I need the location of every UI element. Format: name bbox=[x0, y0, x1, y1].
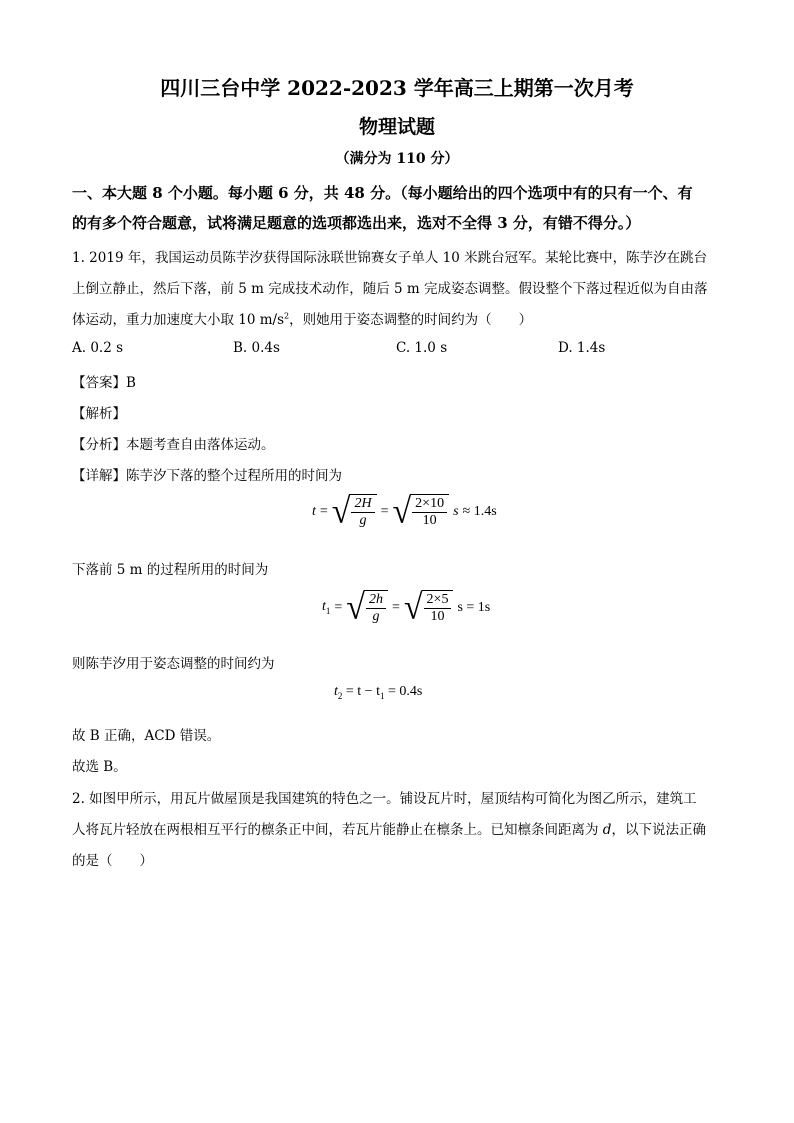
detail-text: 陈芋汐下落的整个过程所用的时间为 bbox=[126, 468, 342, 484]
eq2-result: s = 1s bbox=[457, 599, 491, 615]
section-instruction-line2: 的有多个符合题意，试将满足题意的选项都选出来，选对不全得 3 分，有错不得分。） bbox=[72, 214, 641, 232]
eq2-lhs: t bbox=[322, 599, 326, 615]
equation-first-time bbox=[322, 587, 491, 627]
answer-value: B bbox=[126, 375, 136, 391]
eq1-sqrt-symbolic: √ $\frac{2H}{g}$ bbox=[332, 494, 377, 529]
q2-stem-line1: 2. 如图甲所示，用瓦片做屋顶是我国建筑的特色之一。铺设瓦片时，屋顶结构可简化为图乙所示，建筑工 bbox=[72, 791, 697, 807]
fenxi-text: 本题考查自由落体运动。 bbox=[126, 437, 275, 453]
q2-stem-line2 bbox=[72, 818, 706, 838]
eq3-mid: = t − t bbox=[345, 684, 380, 699]
eq2-den1: g bbox=[372, 609, 380, 624]
eq2-equals-2: = bbox=[391, 599, 400, 615]
eq2-equals: = bbox=[334, 599, 343, 615]
eq3-lhs: t bbox=[334, 684, 338, 699]
eq1-sqrt-numeric: √ $\frac{2\times 10}{10}$ bbox=[393, 494, 450, 529]
q1-option-c: C. 1.0 s bbox=[396, 340, 448, 356]
q1-stem-line3 bbox=[72, 308, 532, 328]
eq1-lhs: t bbox=[312, 503, 316, 519]
eq3-mid-sub: 1 bbox=[379, 690, 385, 701]
q2-stem-line2-pre: 人将瓦片轻放在两根相互平行的檩条正中间，若瓦片能静止在檩条上。已知檩条间距离为 bbox=[72, 822, 603, 838]
eq3-lhs-sub: 2 bbox=[337, 690, 343, 701]
q1-answer bbox=[72, 371, 136, 391]
subject-title: 物理试题 bbox=[358, 116, 435, 138]
eq3-result: = 0.4s bbox=[387, 684, 423, 699]
eq1-num1: 2H bbox=[354, 496, 372, 511]
q1-text-adjust-time: 则陈芋汐用于姿态调整的时间约为 bbox=[72, 656, 275, 672]
section-instruction-line1: 一、本大题 8 个小题。每小题 6 分，共 48 分。（每小题给出的四个选项中有的只有一个、有 bbox=[72, 184, 693, 202]
eq2-sqrt-symbolic: √ $\frac{2h}{g}$ bbox=[346, 590, 388, 625]
q2-stem-line2-post: ，以下说法正确 bbox=[611, 822, 706, 838]
eq1-den1: g bbox=[359, 513, 367, 528]
analysis-tag: 【解析】 bbox=[72, 406, 126, 422]
eq1-den2: 10 bbox=[422, 513, 437, 528]
eq1-unit: s bbox=[453, 503, 459, 519]
exam-title: 四川三台中学 2022-2023 学年高三上期第一次月考 bbox=[160, 76, 634, 100]
eq2-den2: 10 bbox=[430, 609, 445, 624]
q1-detail bbox=[72, 464, 342, 484]
q1-stem-line1: 1. 2019 年，我国运动员陈芋汐获得国际泳联世锦赛女子单人 10 米跳台冠军。某轮比赛中，陈芋汐在跳台 bbox=[72, 250, 708, 266]
eq1-equals-2: = bbox=[380, 503, 389, 519]
fenxi-tag: 【分析】 bbox=[72, 437, 126, 453]
eq2-sqrt-numeric: √ $\frac{2\times 5}{10}$ bbox=[404, 590, 454, 625]
q1-option-b: B. 0.4s bbox=[233, 340, 280, 356]
equation-adjust-time bbox=[334, 684, 422, 701]
q1-choose: 故选 B。 bbox=[72, 759, 127, 775]
detail-tag: 【详解】 bbox=[72, 468, 126, 484]
score-note: （满分为 110 分） bbox=[335, 151, 459, 167]
q1-option-d: D. 1.4s bbox=[558, 340, 606, 356]
q2-var-d: d bbox=[602, 822, 612, 838]
q1-option-a: A. 0.2 s bbox=[72, 340, 124, 356]
answer-tag: 【答案】 bbox=[72, 375, 126, 391]
eq2-num1: 2h bbox=[368, 592, 383, 607]
eq1-num2: 2×10 bbox=[412, 496, 447, 513]
eq2-lhs-sub: 1 bbox=[325, 605, 331, 616]
eq1-result: ≈ 1.4s bbox=[462, 503, 497, 519]
eq2-num2: 2×5 bbox=[424, 592, 452, 609]
unit-exponent: 2 bbox=[284, 311, 290, 321]
q2-stem-line3: 的是（ ） bbox=[72, 853, 153, 869]
equation-total-time bbox=[312, 491, 497, 531]
q1-stem-line2: 上倒立静止，然后下落，前 5 m 完成技术动作，随后 5 m 完成姿态调整。假设整个下落过程近似为自由落 bbox=[72, 281, 708, 297]
q1-stem-line3-pre: 体运动，重力加速度大小取 10 m/s bbox=[72, 312, 285, 328]
q1-fenxi bbox=[72, 433, 275, 453]
q1-text-first-5m: 下落前 5 m 的过程所用的时间为 bbox=[72, 562, 269, 578]
q1-conclusion: 故 B 正确，ACD 错误。 bbox=[72, 728, 221, 744]
eq1-equals: = bbox=[319, 503, 328, 519]
q1-stem-line3-post: ，则她用于姿态调整的时间约为（ ） bbox=[289, 312, 533, 328]
